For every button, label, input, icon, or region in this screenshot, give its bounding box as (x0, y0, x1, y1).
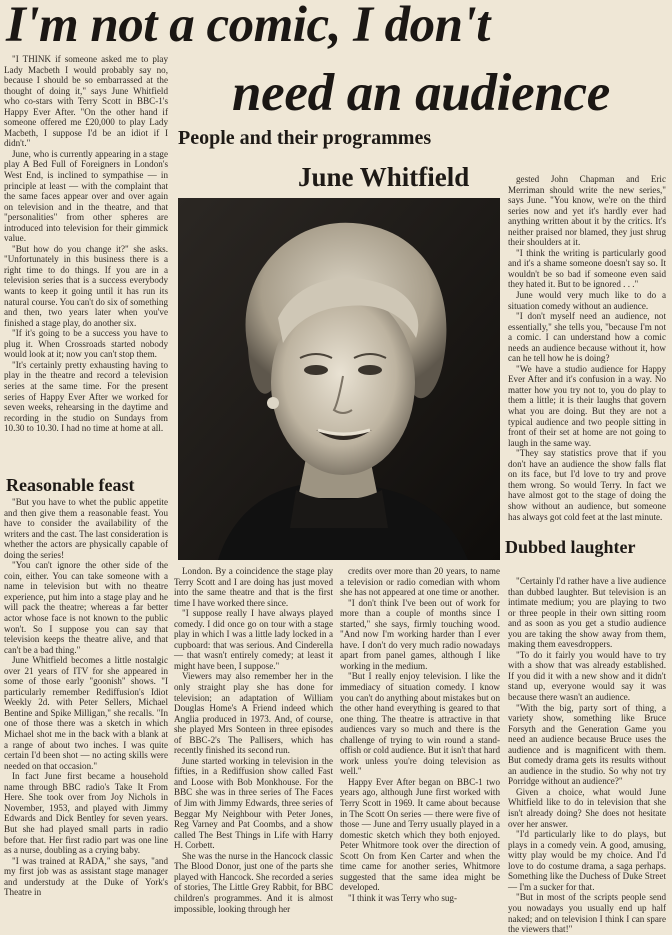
paragraph: "I think it was Terry who sug- (348, 892, 457, 903)
paragraph: In fact June first became a household name through BBC radio's Take It From Here. She took over from Joy Nichols in November, 1953, and played with Jimmy Edwards and Dick Bentley for seven years. But she had played small parts in radio before that. Her first radio part was one line as a nurse, doubling as a crying baby. (4, 771, 168, 856)
paragraph: "But I really enjoy television. I like the immediacy of situation comedy. I know you can't do anything about mistakes but on the other hand everything is geared to that one thing. The theatre is attractive in that audiences vary so much and there is the challenge of trying to win round a stand-offish or cold audience. But it isn't that hard work unless you're doing television as well." (340, 671, 500, 777)
paragraph: "Certainly I'd rather have a live audience than dubbed laughter. But television is an intimate medium; you are playing to two or three people in their own sitting room and as soon as you get a studio audience you are taking the show away from them, making them eavesdroppers. (508, 576, 666, 650)
article-column-2 (174, 566, 333, 928)
paragraph: "It's certainly pretty exhausting having to play in the theatre and record a television series at the same time. For the present series of Happy Ever After we worked for seven weeks, rehearsing in the daytime and recording in the studio on Sundays from 10.30 to 10.30. I had no time at home at all. (4, 359, 168, 434)
paragraph: "With the big, party sort of thing, a variety show, something like Bruce Forsyth and the Generation Game you need an audience because Bruce uses the audience and is magnificent with them. But comedy drama gets its results without an audience in the studio. So why not try Porridge without an audience?" (508, 702, 666, 787)
paragraph: "But you have to whet the public appetite and then give them a reasonable feast. You have to consider the availability of the writers and the cast. The last consideration is whether the actors are physically capable of doing the series! (4, 497, 168, 560)
section-heading-reasonable-feast: Reasonable feast (6, 475, 135, 495)
paragraph: Happy Ever After began on BBC-1 two years ago, although June first worked with Terry Scott in 1969. It came about because in The Scott On series — there were five of those — June and Terry usually played in a domestic sketch which they both enjoyed. Peter Whitmore took over the direction of Scott On from Ken Carter and when the time came for another series, Whitmore suggested that the same idea might be developed. (340, 776, 500, 893)
paragraph: "I think the writing is particularly good and it's a shame someone doesn't say so. It wouldn't be so bad if someone even said they hated it. But to be ignored . . ." (508, 247, 666, 290)
paragraph: "But how do you change it?" she asks. "Unfortunately in this business there is a right time to do things. If you are in a television series that is a success everybody wants to keep it going until it has run its natural course. You can't do six of something and then, two years later when you've finished a stage play, do another six. (4, 243, 168, 328)
paragraph: "I'd particularly like to do plays, but plays in a comedy vein. A good, amusing, witty play would be my choice. And I'd love to do costume drama, a saga perhaps. Something like the Duchess of Duke Street — I'm a sucker for that. (508, 829, 666, 892)
paragraph: "You can't ignore the other side of the coin, either. You can take someone with a name in television but with no theatre experience, put him into a stage play and he will pack the theatre; whereas a far better actor whose face is not known to the public won't. So I suppose you can say that television keeps the theatre alive, and that can't be a bad thing." (4, 560, 168, 655)
article-column-1-continued (4, 497, 168, 927)
paragraph: She was the nurse in the Hancock classic The Blood Donor, just one of the parts she played with Hancock. She recorded a series of stories, The Little Grey Rabbit, for BBC children's programmes. And it is almost impossible, looking through her (174, 850, 333, 914)
byline: June Whitfield (298, 162, 470, 192)
section-heading-dubbed-laughter: Dubbed laughter (505, 537, 636, 557)
headline-line-1: I'm not a comic, I don't (6, 0, 490, 53)
paragraph: "We have a studio audience for Happy Ever After and it's confusion in a way. No matter how you try not to, you do play to them a little; it is their laughs that govern what you are doing. But they are not a typical audience and two people sitting in front of their set at home are not going to laugh in the same way. (508, 363, 666, 448)
paragraph: June, who is currently appearing in a stage play A Bed Full of Foreigners in London's West End, is inclined to sympathise — in principle at least — with the complaint that the same faces appear over and over again on television and in the theatre, and that "personalities" from other spheres are introduced into television for their gimmick value. (4, 148, 168, 244)
paragraph: "I was trained at RADA," she says, "and my first job was as assistant stage manager and understudy at the Duke of York's Theatre in (4, 855, 168, 898)
paragraph: Viewers may also remember her in the only straight play she has done for television; an adaptation of William Douglas Home's A Friend indeed which Anglia produced in 1973. And, of course, she played Mrs Sonteen in three episodes of BBC-2's The Pallisers, which has recently finished its second run. (174, 671, 333, 756)
paragraph: June started working in television in the fifties, in a Rediffusion show called Fast and Loose with Bob Monkhouse. For the BBC she was in three series of The Faces of Jim with Jimmy Edwards, three series of Beggar My Neighbour with Peter Jones, Reg Varney and Pat Coombs, and a show called The Best Things in Life with Harry H. Corbett. (174, 755, 333, 851)
paragraph: "I suppose really I have always played comedy. I did once go on tour with a stage play in which I was a little lady locked in a cupboard: that was serious. And Cinderella — that wasn't entirely comedy; at least it might have been, I suppose." (174, 608, 333, 671)
subhead: People and their programmes (178, 127, 432, 149)
paragraph: "I THINK if someone asked me to play Lady Macbeth I would probably say no, because I should be so embarrassed at the thought of doing it," says June Whitfield who co-stars with Terry Scott in BBC-1's Happy Ever After. "On the other hand if someone offered me £20,000 to play Lady Macbeth, I suppose I'd be an idiot if I didn't." (4, 54, 168, 149)
paragraph: Given a choice, what would June Whitfield like to do in television that she isn't already doing? She does not hesitate over her answer. (508, 786, 666, 829)
article-column-3 (340, 566, 500, 928)
paragraph: June would very much like to do a situation comedy without an audience. (508, 290, 666, 311)
paragraph: "They say statistics prove that if you don't have an audience the show falls flat on its face, but I'd love to try and prove them wrong. So would Terry. In fact we have almost got to the stage of doing the show without an audience, but someone has always got cold feet at the last minute. (508, 448, 666, 522)
portrait-photo (178, 198, 500, 560)
paragraph: "If it's going to be a success you have to plug it. When Crossroads started nobody would look at it; now you can't stop them. (4, 328, 168, 360)
paragraph: gested John Chapman and Eric Merriman should write the new series," says June. "You know, we're on the third series now and yet it's hardly ever had anything written about it by the critics. It's neither praised nor blamed, they just shrug their shoulders at it. (508, 174, 666, 248)
article-column-4 (508, 174, 666, 526)
paragraph: "I don't think I've been out of work for more than a couple of months since I started," she says, firmly touching wood. "And now I'm working harder than I ever have. I don't do very much radio nowadays apart from panel games, although I like working in the medium. (340, 597, 500, 671)
paragraph: June Whitfield becomes a little nostalgic over 21 years of ITV for she appeared in some of those early "goonish" shows. "I particularly remember Rediffusion's Idiot Weekly 2d. with Peter Sellers, Michael Bentine and Spike Milligan," she recalls. "In one of those there was a sketch in which Michael shot me in the back with a blank at a range of about two inches. I was quite certain I'd been shot — no acting skills were needed on that occasion." (4, 655, 168, 771)
paragraph: London. By a coincidence the stage play Terry Scott and I are doing has just moved into the same theatre and that is the first time I have worked there since. (174, 566, 333, 608)
paragraph: "But in most of the scripts people send you nowadays you usually end up half naked; and on television I think I can spare the viewers that!" (508, 892, 666, 935)
headline-line-2: need an audience (232, 64, 610, 122)
paragraph: "I don't myself need an audience, not essentially," she tells you, "because I'm not a comic. I can understand how a comic needs an audience because without it, how can he tell how he is doing? (508, 311, 666, 364)
article-column-1 (4, 54, 168, 469)
paragraph: credits over more than 20 years, to name a television or radio comedian with whom she has not appeared at one time or another. (340, 566, 500, 598)
article-column-4-continued (508, 576, 666, 935)
paragraph: "To do it fairly you would have to try with a show that was already established. If you did it with a new show and it didn't stand up, everyone would say it was because there wasn't an audience. (508, 649, 666, 703)
